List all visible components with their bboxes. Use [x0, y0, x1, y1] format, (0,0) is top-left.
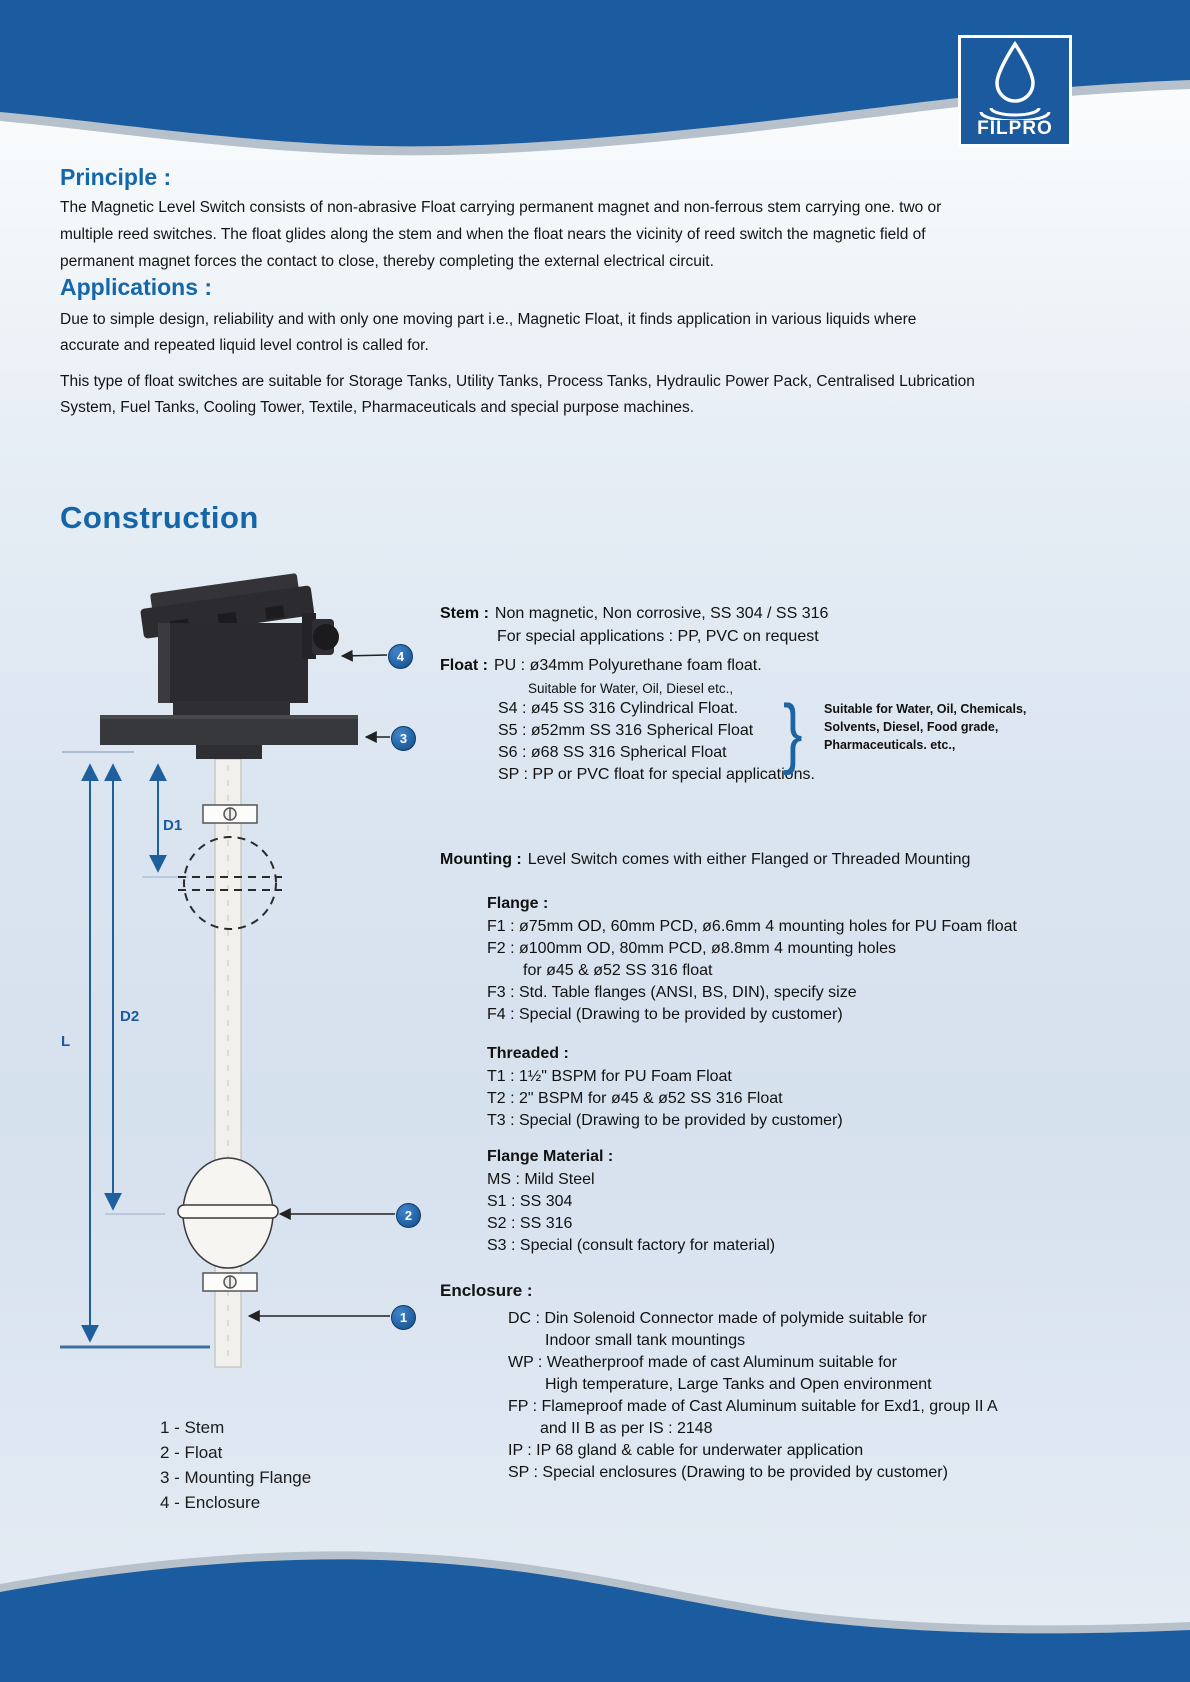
flange-f4: F4 : Special (Drawing to be provided by customer) — [487, 1006, 843, 1023]
enclosure-fp: FP : Flameproof made of Cast Aluminum suitable for Exd1, group II A — [508, 1398, 998, 1415]
applications-p1-line-2: accurate and repeated liquid level control is called for. — [60, 337, 429, 354]
threaded-t3: T3 : Special (Drawing to be provided by customer) — [487, 1112, 843, 1129]
float-item-s4: S4 : ø45 SS 316 Cylindrical Float. — [498, 700, 739, 717]
stem-spec — [440, 605, 828, 623]
legend-mounting-flange: 3 - Mounting Flange — [160, 1468, 312, 1487]
float-pu: PU : ø34mm Polyurethane foam float. — [494, 657, 762, 674]
logo-box — [958, 35, 1072, 147]
dim-label-l: L — [61, 1033, 71, 1050]
flange-material-s1: S1 : SS 304 — [487, 1193, 573, 1210]
dim-label-d1: D1 — [163, 817, 183, 834]
callout-3: 3 — [391, 726, 416, 751]
brand-name: FILPRO — [977, 118, 1053, 139]
brace-glyph: } — [783, 688, 803, 776]
legend-float: 2 - Float — [160, 1443, 223, 1462]
construction-heading: Construction — [60, 500, 259, 535]
enclosure-sp: SP : Special enclosures (Drawing to be provided by customer) — [508, 1464, 948, 1481]
dimension-arrows — [90, 765, 158, 1341]
level-switch-diagram — [50, 525, 440, 1385]
applications-p1-line-1: Due to simple design, reliability and with only one moving part i.e., Magnetic Float, it finds application in various liquids where — [60, 311, 917, 328]
footer-wave-shape — [0, 1522, 1190, 1682]
callout-1: 1 — [391, 1305, 416, 1330]
flange-f3: F3 : Std. Table flanges (ANSI, BS, DIN), specify size — [487, 984, 857, 1001]
stem-label: Stem : — [440, 605, 489, 622]
applications-p2-line-2: System, Fuel Tanks, Cooling Tower, Textile, Pharmaceuticals and special purpose machines. — [60, 399, 695, 416]
dim-label-d2: D2 — [120, 1008, 140, 1025]
brace-note-2: Solvents, Diesel, Food grade, — [824, 720, 999, 734]
mounting-spec — [440, 851, 970, 869]
legend-stem: 1 - Stem — [160, 1418, 225, 1437]
stem-line1: Non magnetic, Non corrosive, SS 304 / SS 316 — [494, 605, 829, 622]
stop-collar-upper — [203, 805, 257, 823]
applications-p2-line-1: This type of float switches are suitable for Storage Tanks, Utility Tanks, Process Tanks, Hydraulic Power Pack, Centralised Lubrication — [60, 373, 975, 390]
principle-line-2: multiple reed switches. The float glides along the stem and when the float nears the vicinity of reed switch the magnetic field of — [60, 226, 926, 243]
principle-heading: Principle : — [60, 164, 172, 190]
float-pu-note: Suitable for Water, Oil, Diesel etc., — [528, 681, 734, 696]
enclosure-wp-cont: High temperature, Large Tanks and Open environment — [545, 1376, 932, 1393]
float-item-sp: SP : PP or PVC float for special applications. — [498, 766, 815, 783]
float-item-s5: S5 : ø52mm SS 316 Spherical Float — [498, 722, 754, 739]
float-shape — [178, 1158, 278, 1268]
water-drop-icon — [961, 38, 1069, 120]
principle-line-1: The Magnetic Level Switch consists of non-abrasive Float carrying permanent magnet and non-ferrous stem carrying one. two or — [60, 199, 942, 216]
flange-heading: Flange : — [487, 895, 549, 912]
flange-material-heading: Flange Material : — [487, 1148, 614, 1165]
enclosure-heading: Enclosure : — [440, 1281, 533, 1300]
callout-4: 4 — [388, 644, 413, 669]
flange-f2: F2 : ø100mm OD, 80mm PCD, ø8.8mm 4 mounting holes — [487, 940, 897, 957]
flange-material-s3: S3 : Special (consult factory for material) — [487, 1237, 776, 1254]
callout-2: 2 — [396, 1203, 421, 1228]
threaded-t1: T1 : 1½" BSPM for PU Foam Float — [487, 1068, 732, 1085]
float-spec — [440, 657, 762, 675]
flange-material-ms: MS : Mild Steel — [487, 1171, 595, 1188]
enclosure-dc-cont: Indoor small tank mountings — [545, 1332, 746, 1349]
stop-collar-lower — [203, 1273, 257, 1291]
mounting-label: Mounting : — [440, 851, 522, 868]
flange-f1: F1 : ø75mm OD, 60mm PCD, ø6.6mm 4 mounting holes for PU Foam float — [487, 918, 1017, 935]
float-label: Float : — [440, 657, 488, 674]
enclosure-ip: IP : IP 68 gland & cable for underwater application — [508, 1442, 864, 1459]
enclosure-dc: DC : Din Solenoid Connector made of polymide suitable for — [508, 1310, 927, 1327]
stem-line2: For special applications : PP, PVC on request — [497, 628, 819, 645]
brace-note-3: Pharmaceuticals. etc., — [824, 738, 956, 752]
enclosure-wp: WP : Weatherproof made of cast Aluminum suitable for — [508, 1354, 897, 1371]
flange-material-s2: S2 : SS 316 — [487, 1215, 573, 1232]
legend-enclosure: 4 - Enclosure — [160, 1493, 261, 1512]
threaded-heading: Threaded : — [487, 1045, 569, 1062]
mounting-flange-shape — [100, 715, 358, 759]
flange-f2-cont: for ø45 & ø52 SS 316 float — [523, 962, 713, 979]
float-item-s6: S6 : ø68 SS 316 Spherical Float — [498, 744, 727, 761]
principle-line-3: permanent magnet forces the contact to close, thereby completing the external electrical circuit. — [60, 253, 714, 270]
threaded-t2: T2 : 2" BSPM for ø45 & ø52 SS 316 Float — [487, 1090, 783, 1107]
brace-note-1: Suitable for Water, Oil, Chemicals, — [824, 702, 1027, 716]
enclosure-shape — [138, 571, 339, 717]
mounting-text: Level Switch comes with either Flanged or Threaded Mounting — [527, 851, 971, 868]
applications-heading: Applications : — [60, 274, 213, 300]
enclosure-fp-cont: and II B as per IS : 2148 — [540, 1420, 713, 1437]
